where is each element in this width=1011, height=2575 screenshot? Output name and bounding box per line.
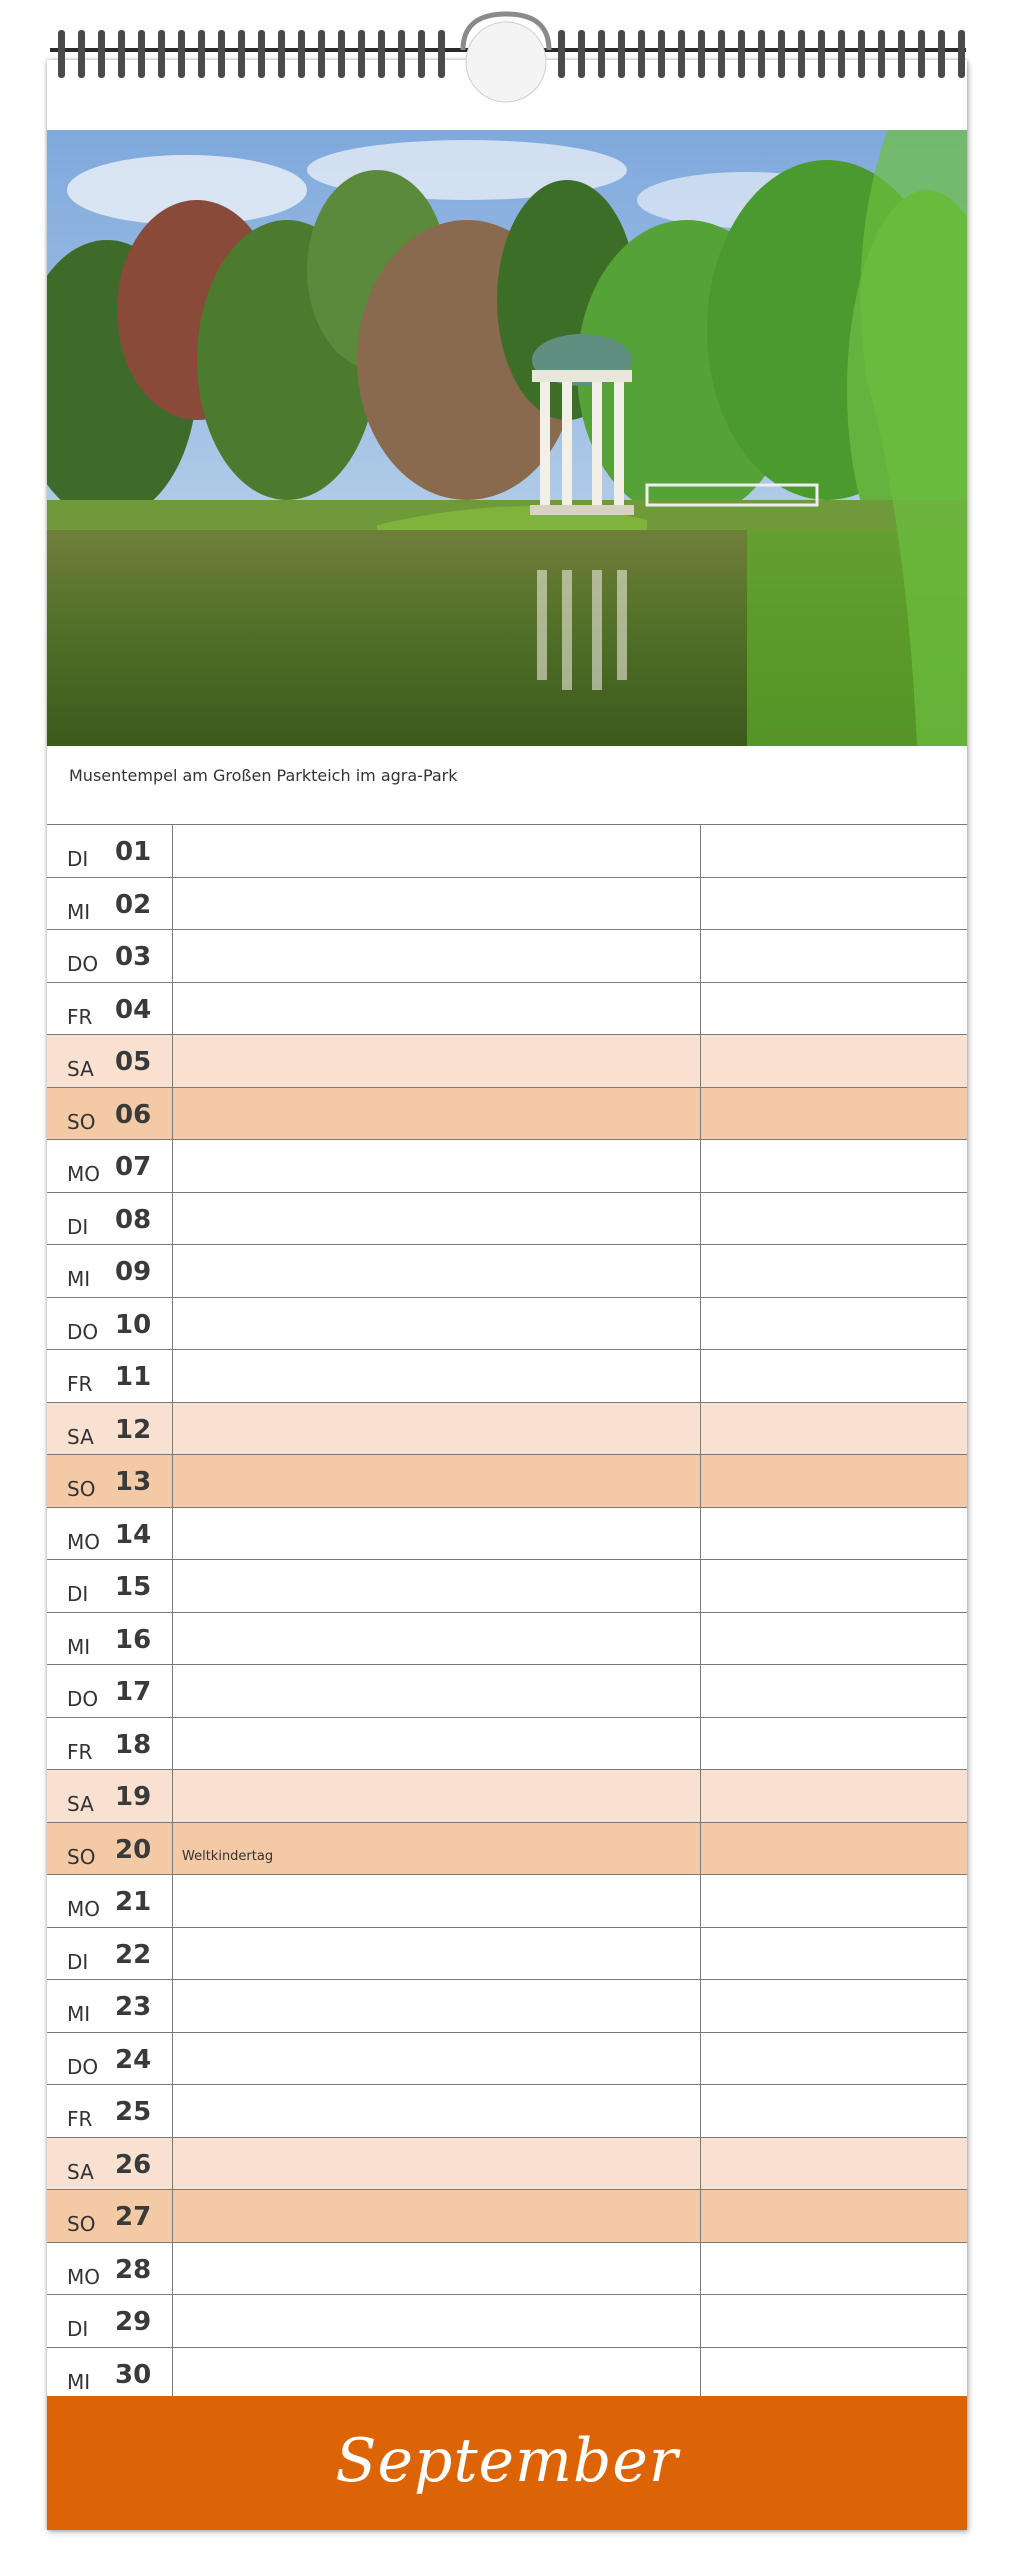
column-divider (700, 1770, 701, 1822)
column-divider (700, 1245, 701, 1297)
day-row (47, 1822, 967, 1875)
column-divider (172, 1823, 173, 1875)
day-of-week: DI (67, 1949, 89, 1974)
column-divider (172, 1140, 173, 1192)
column-divider (700, 2033, 701, 2085)
day-number: 27 (115, 2202, 152, 2232)
binding-ring (778, 30, 785, 78)
day-of-week: MI (67, 1267, 91, 1291)
binding-ring (318, 30, 325, 78)
day-row (47, 1612, 967, 1665)
day-number: 01 (115, 837, 152, 867)
column-divider (700, 2190, 701, 2242)
column-divider (172, 1980, 173, 2032)
day-number: 21 (115, 1887, 152, 1917)
column-divider (700, 1613, 701, 1665)
day-row (47, 1874, 967, 1927)
day-number: 04 (115, 994, 152, 1025)
column-divider (700, 1035, 701, 1087)
binding-ring (218, 30, 225, 78)
binding-ring (618, 30, 625, 78)
day-number: 10 (115, 1309, 152, 1340)
day-grid (47, 824, 967, 2399)
day-row (47, 2189, 967, 2242)
month-band (47, 2396, 967, 2530)
day-of-week: DI (67, 2317, 89, 2341)
day-of-week: SO (67, 2212, 96, 2236)
column-divider (700, 825, 701, 877)
column-divider (700, 2348, 701, 2399)
day-of-week: SO (67, 1109, 96, 1134)
day-of-week: SO (67, 1477, 96, 1501)
day-of-week: MI (67, 2369, 91, 2394)
day-number: 19 (115, 1782, 152, 1812)
binding-ring (818, 30, 825, 78)
column-divider (700, 1403, 701, 1455)
day-of-week: DO (67, 1687, 99, 1711)
day-row (47, 877, 967, 930)
column-divider (700, 2085, 701, 2137)
binding-ring (418, 30, 425, 78)
day-number: 13 (115, 1467, 152, 1497)
column-divider (172, 983, 173, 1035)
column-divider (700, 1193, 701, 1245)
binding-ring (658, 30, 665, 78)
day-row (47, 2294, 967, 2347)
day-number: 22 (115, 1939, 152, 1970)
day-of-week: FR (67, 2107, 93, 2131)
day-number: 18 (115, 1729, 152, 1760)
column-divider (700, 2295, 701, 2347)
binding-ring (738, 30, 745, 78)
binding-ring (78, 30, 85, 78)
column-divider (700, 1140, 701, 1192)
binding-ring (398, 30, 405, 78)
binding-ring (118, 30, 125, 78)
column-divider (172, 1875, 173, 1927)
day-of-week: SA (67, 2159, 94, 2184)
binding-ring (258, 30, 265, 78)
day-number: 20 (115, 1834, 152, 1865)
column-divider (172, 825, 173, 877)
column-divider (700, 1823, 701, 1875)
binding-ring (638, 30, 645, 78)
day-row (47, 2347, 967, 2400)
day-of-week: MO (67, 1162, 100, 1186)
column-divider (700, 1088, 701, 1140)
column-divider (172, 1035, 173, 1087)
binding-ring (838, 30, 845, 78)
binding-ring (378, 30, 385, 78)
day-row (47, 1664, 967, 1717)
day-number: 05 (115, 1047, 152, 1077)
column-divider (172, 2033, 173, 2085)
day-number: 25 (115, 2097, 152, 2127)
column-divider (172, 1613, 173, 1665)
binding-ring (918, 30, 925, 78)
column-divider (172, 1403, 173, 1455)
binding-ring (438, 30, 445, 78)
binding-ring (678, 30, 685, 78)
park-photo (47, 130, 967, 746)
day-row (47, 1402, 967, 1455)
binding-ring (158, 30, 165, 78)
day-row (47, 1349, 967, 1402)
day-of-week: DO (67, 2054, 99, 2079)
column-divider (700, 878, 701, 930)
binding-ring (238, 30, 245, 78)
column-divider (700, 1508, 701, 1560)
photo-caption: Musentempel am Großen Parkteich im agra-Park (69, 766, 458, 785)
day-of-week: SA (67, 1792, 94, 1816)
column-divider (172, 1350, 173, 1402)
day-row (47, 1979, 967, 2032)
day-row (47, 1244, 967, 1297)
column-divider (700, 1350, 701, 1402)
column-divider (172, 878, 173, 930)
binding-ring (598, 30, 605, 78)
binding-ring (958, 30, 965, 78)
day-number: 16 (115, 1624, 152, 1655)
column-divider (700, 1455, 701, 1507)
column-divider (172, 2085, 173, 2137)
month-name: September (335, 2426, 679, 2496)
column-divider (172, 1560, 173, 1612)
column-divider (172, 2348, 173, 2399)
column-divider (700, 1875, 701, 1927)
day-of-week: MO (67, 1529, 100, 1554)
column-divider (700, 1560, 701, 1612)
day-row (47, 1139, 967, 1192)
day-of-week: MI (67, 2002, 91, 2026)
column-divider (700, 1928, 701, 1980)
day-number: 06 (115, 1099, 152, 1130)
day-row (47, 1192, 967, 1245)
day-of-week: DI (67, 847, 89, 871)
day-of-week: DO (67, 952, 99, 976)
column-divider (700, 2138, 701, 2190)
day-row (47, 824, 967, 877)
binding-ring (98, 30, 105, 78)
day-of-week: FR (67, 1372, 93, 1396)
day-number: 29 (115, 2307, 152, 2337)
binding-ring (198, 30, 205, 78)
day-row (47, 1454, 967, 1507)
day-number: 24 (115, 2044, 152, 2075)
column-divider (172, 1770, 173, 1822)
day-number: 26 (115, 2149, 152, 2180)
day-row (47, 2084, 967, 2137)
day-number: 11 (115, 1362, 152, 1392)
column-divider (700, 1298, 701, 1350)
calendar-sheet (47, 60, 967, 2530)
column-divider (172, 2190, 173, 2242)
day-of-week: MO (67, 2264, 100, 2289)
day-number: 02 (115, 889, 152, 920)
day-number: 17 (115, 1677, 152, 1707)
day-of-week: SA (67, 1424, 94, 1449)
day-of-week: FR (67, 1739, 93, 1764)
binding-ring (878, 30, 885, 78)
column-divider (172, 930, 173, 982)
day-of-week: SA (67, 1057, 94, 1081)
binding-ring (298, 30, 305, 78)
column-divider (172, 1928, 173, 1980)
column-divider (172, 1298, 173, 1350)
day-number: 08 (115, 1204, 152, 1235)
binding-ring (558, 30, 565, 78)
column-divider (172, 1455, 173, 1507)
column-divider (172, 2243, 173, 2295)
day-of-week: MI (67, 1634, 91, 1659)
day-of-week: DO (67, 1319, 99, 1344)
binding-ring (338, 30, 345, 78)
column-divider (700, 983, 701, 1035)
day-row (47, 1717, 967, 1770)
day-number: 07 (115, 1152, 152, 1182)
column-divider (172, 1718, 173, 1770)
column-divider (172, 1665, 173, 1717)
binding-ring (898, 30, 905, 78)
day-number: 28 (115, 2254, 152, 2285)
day-row (47, 982, 967, 1035)
binding-ring (178, 30, 185, 78)
day-number: 15 (115, 1572, 152, 1602)
column-divider (700, 1665, 701, 1717)
binding-ring (698, 30, 705, 78)
day-row (47, 929, 967, 982)
day-of-week: DI (67, 1214, 89, 1239)
day-of-week: SO (67, 1844, 96, 1869)
hanger-cutout (466, 22, 546, 102)
day-row (47, 2137, 967, 2190)
column-divider (172, 1193, 173, 1245)
column-divider (700, 1980, 701, 2032)
binding-ring (278, 30, 285, 78)
column-divider (700, 2243, 701, 2295)
day-row (47, 1087, 967, 1140)
day-row (47, 1559, 967, 1612)
day-row (47, 1927, 967, 1980)
day-number: 14 (115, 1519, 152, 1550)
binding-ring (578, 30, 585, 78)
column-divider (172, 2295, 173, 2347)
day-of-week: MO (67, 1897, 100, 1921)
column-divider (172, 1245, 173, 1297)
event-note: Weltkindertag (182, 1848, 274, 1864)
binding-ring (798, 30, 805, 78)
spiral-binding (0, 0, 1011, 110)
day-row (47, 1769, 967, 1822)
column-divider (172, 1088, 173, 1140)
column-divider (700, 1718, 701, 1770)
day-row (47, 1034, 967, 1087)
day-of-week: FR (67, 1004, 93, 1029)
column-divider (172, 2138, 173, 2190)
day-row (47, 2242, 967, 2295)
binding-ring (938, 30, 945, 78)
day-number: 23 (115, 1992, 152, 2022)
binding-ring (138, 30, 145, 78)
binding-ring (358, 30, 365, 78)
binding-ring (758, 30, 765, 78)
day-of-week: MI (67, 899, 91, 924)
day-number: 30 (115, 2359, 152, 2390)
day-row (47, 1297, 967, 1350)
binding-ring (58, 30, 65, 78)
binding-ring (858, 30, 865, 78)
binding-ring (718, 30, 725, 78)
day-row (47, 1507, 967, 1560)
day-of-week: DI (67, 1582, 89, 1606)
column-divider (172, 1508, 173, 1560)
day-number: 03 (115, 942, 152, 972)
day-row (47, 2032, 967, 2085)
day-number: 12 (115, 1414, 152, 1445)
day-number: 09 (115, 1257, 152, 1287)
column-divider (700, 930, 701, 982)
